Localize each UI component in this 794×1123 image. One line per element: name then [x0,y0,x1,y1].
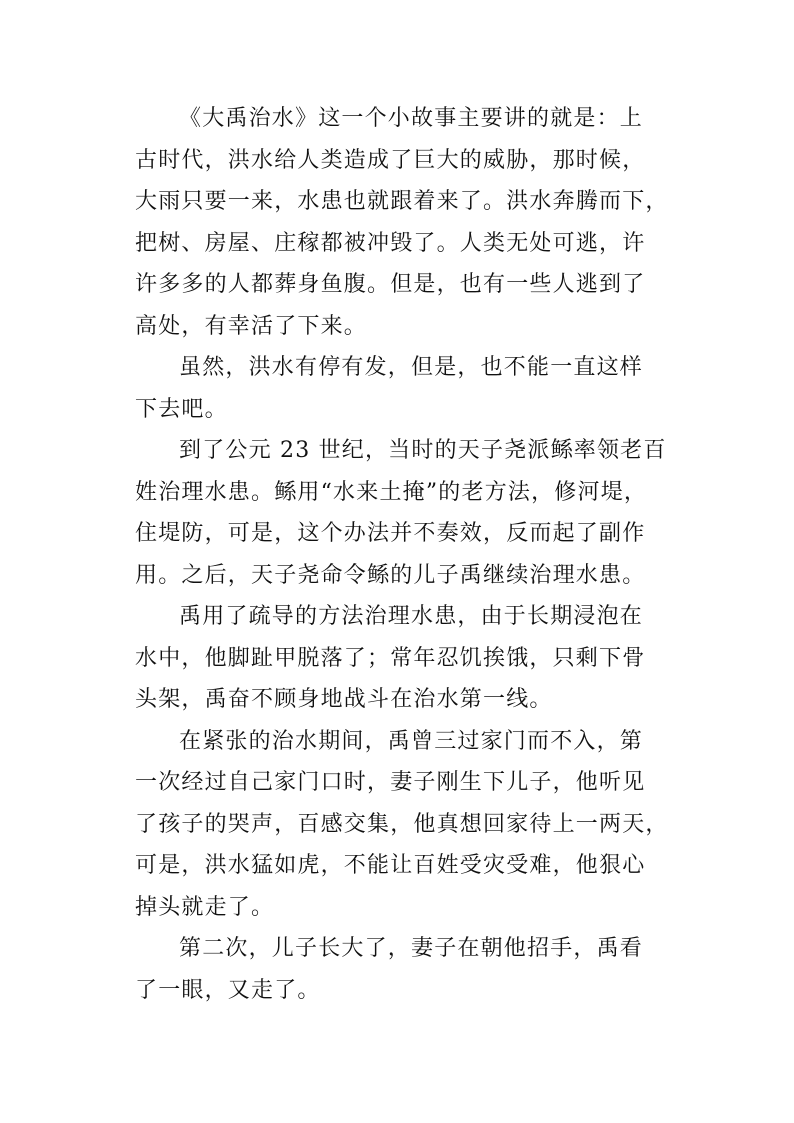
text-line: 古时代，洪水给人类造成了巨大的威胁，那时候， [135,147,646,173]
text-line: 在紧张的治水期间，禹曾三过家门而不入，第 [179,728,644,754]
story-text [135,98,669,1011]
text-line: 水中，他脚趾甲脱落了；常年忍饥挨饿，只剩下骨 [135,645,646,671]
text-line: 到了公元 23 世纪，当时的天子尧派鲧率领老百 [179,438,667,463]
text-line: 一次经过自己家门口时，妻子刚生下儿子，他听见 [135,770,646,795]
text-line: 高处，有幸活了下来。 [135,313,368,339]
text-line: 把树、房屋、庄稼都被冲毁了。人类无处可逃，许 [135,230,646,256]
text-line: 了孩子的哭声，百感交集，他真想回家待上一两天， [135,811,669,837]
text-line: 《大禹治水》这一个小故事主要讲的就是：上 [179,106,644,131]
text-line: 姓治理水患。鲧用“水来土掩”的老方法，修河堤， [135,479,648,505]
text-line: 住堤防，可是，这个办法并不奏效，反而起了副作 [135,521,646,546]
text-line: 了一眼，又走了。 [135,977,321,1003]
text-line: 可是，洪水猛如虎，不能让百姓受灾受难，他狠心 [135,853,646,878]
text-line: 头架，禹奋不顾身地战斗在治水第一线。 [135,687,553,712]
text-line: 用。之后，天子尧命令鲧的儿子禹继续治理水患。 [135,562,646,588]
text-line: 第二次，儿子长大了，妻子在朝他招手，禹看 [179,936,644,961]
text-line: 掉头就走了。 [135,894,275,920]
text-line: 虽然，洪水有停有发，但是，也不能一直这样 [179,355,644,380]
text-line: 大雨只要一来，水患也就跟着来了。洪水奔腾而下， [135,189,669,214]
text-line: 许多多的人都葬身鱼腹。但是，也有一些人逃到了 [135,272,646,297]
text-line: 禹用了疏导的方法治理水患，由于长期浸泡在 [179,604,644,629]
text-line: 下去吧。 [135,396,228,422]
